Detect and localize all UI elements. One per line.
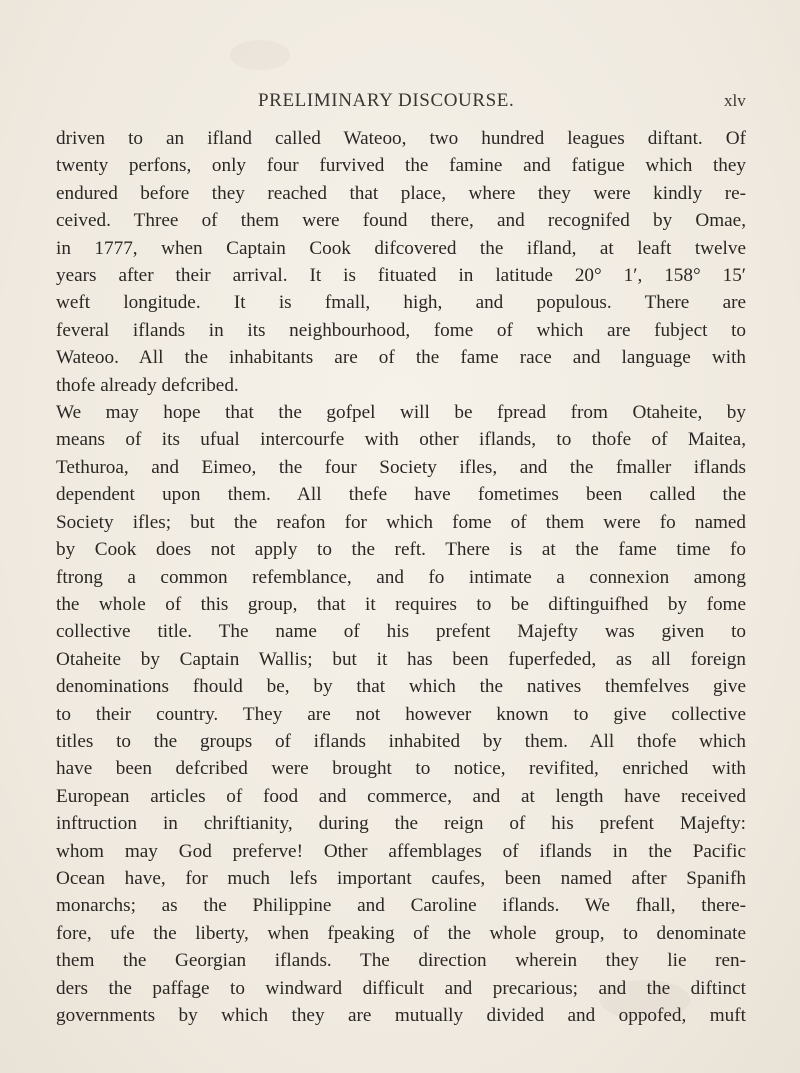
running-header	[0, 90, 800, 114]
text-line: endured before they reached that place, where they were kindly re-	[56, 182, 746, 204]
text-line: collective title. The name of his prefent Majefty was given to	[56, 621, 746, 643]
text-line: Society ifles; but the reafon for which fome of them were fo named	[56, 511, 746, 533]
text-line: by Cook does not apply to the reft. There is at the fame time fo	[56, 539, 746, 561]
text-line: whom may God preferve! Other affemblages of iflands in the Pacific	[56, 840, 746, 862]
text-line: governments by which they are mutually divided and oppofed, muft	[56, 1005, 746, 1026]
text-line: means of its ufual intercourfe with other iflands, to thofe of Maitea,	[56, 429, 746, 451]
text-line: ders the paffage to windward difficult and precarious; and the diftinct	[56, 977, 746, 999]
text-line: denominations fhould be, by that which the natives themfelves give	[56, 676, 746, 698]
text-line: fore, ufe the liberty, when fpeaking of the whole group, to denominate	[56, 922, 746, 944]
text-line: inftruction in chriftianity, during the reign of his prefent Majefty:	[56, 813, 746, 835]
text-line: European articles of food and commerce, and at length have received	[56, 785, 746, 807]
text-line: thofe already defcribed.	[56, 374, 239, 396]
text-line: in 1777, when Captain Cook difcovered the ifland, at leaft twelve	[56, 237, 746, 259]
page-number: xlv	[724, 91, 746, 110]
text-line: Ocean have, for much lefs important caufes, been named after Spanifh	[56, 867, 746, 889]
text-line: ceived. Three of them were found there, and recognifed by Omae,	[56, 210, 746, 232]
text-line: them the Georgian iflands. The direction wherein they lie ren-	[56, 950, 746, 972]
header-title: PRELIMINARY DISCOURSE.	[258, 90, 515, 111]
text-line: ftrong a common refemblance, and fo intimate a connexion among	[56, 566, 746, 588]
text-line: to their country. They are not however known to give collective	[56, 703, 746, 725]
text-line: Tethuroa, and Eimeo, the four Society ifles, and the fmaller iflands	[56, 456, 746, 478]
body-text	[56, 125, 746, 1029]
text-line: dependent upon them. All thefe have fometimes been called the	[56, 484, 746, 506]
text-line: Otaheite by Captain Wallis; but it has been fuperfeded, as all foreign	[56, 648, 746, 670]
text-line: weft longitude. It is fmall, high, and populous. There are	[56, 292, 746, 314]
paragraph-wateoo	[56, 125, 746, 399]
paper-stain	[230, 40, 290, 70]
text-line: driven to an ifland called Wateoo, two hundred leagues diftant. Of	[56, 128, 746, 149]
text-line: have been defcribed were brought to notice, revifited, enriched with	[56, 758, 746, 780]
text-line: the whole of this group, that it requires to be diftinguifhed by fome	[56, 593, 746, 615]
text-line: feveral iflands in its neighbourhood, fome of which are fubject to	[56, 319, 746, 341]
text-line: twenty perfons, only four furvived the famine and fatigue which they	[56, 155, 746, 177]
text-line: years after their arrival. It is fituated in latitude 20° 1′, 158° 15′	[56, 265, 746, 287]
text-line: We may hope that the gofpel will be fpread from Otaheite, by	[56, 402, 746, 424]
text-line: Wateoo. All the inhabitants are of the fame race and language with	[56, 347, 746, 369]
text-line: monarchs; as the Philippine and Caroline iflands. We fhall, there-	[56, 895, 746, 917]
text-line: titles to the groups of iflands inhabited by them. All thofe which	[56, 730, 746, 752]
paragraph-georgian-islands	[56, 399, 746, 1029]
